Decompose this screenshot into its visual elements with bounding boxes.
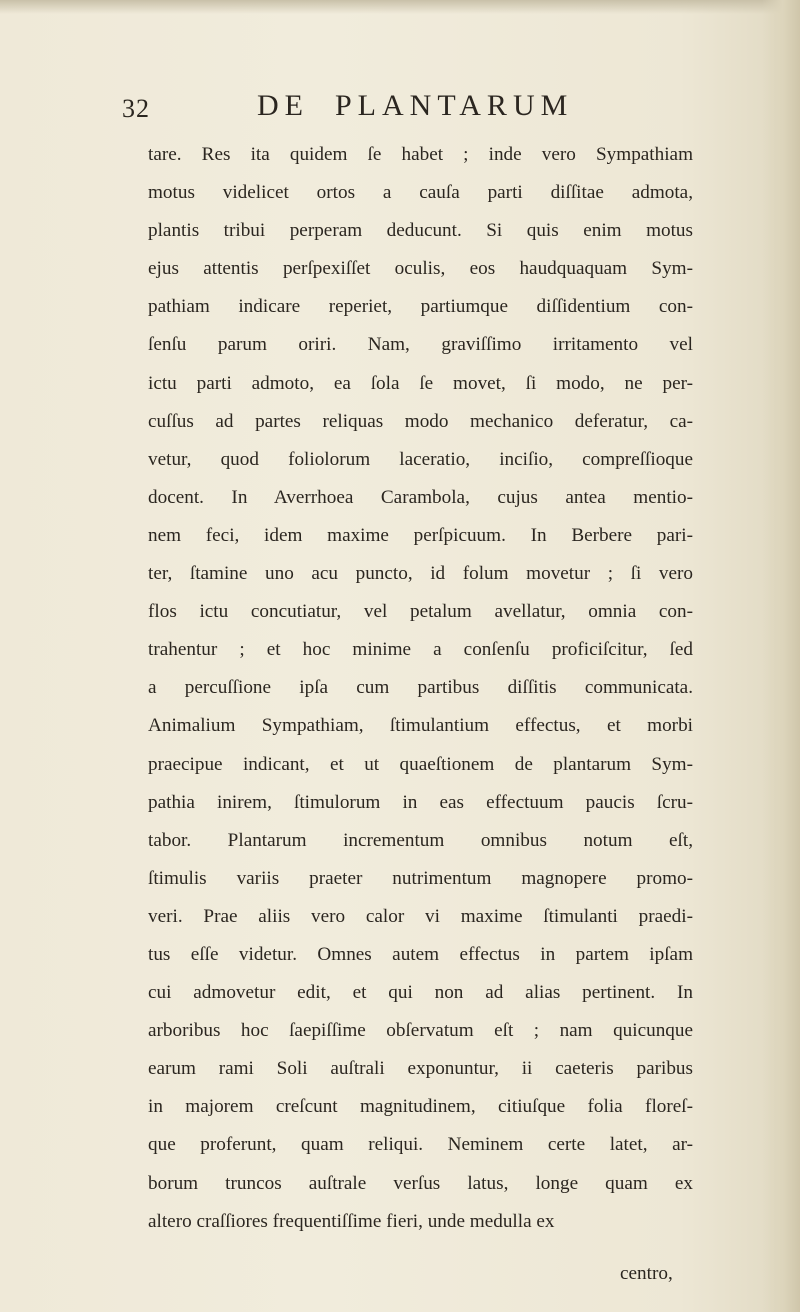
catchword: centro, (620, 1263, 673, 1284)
text-line: earum rami Soli auſtrali exponuntur, ii caeteris paribus (148, 1058, 693, 1080)
running-head (257, 89, 573, 123)
text-line: plantis tribui perperam deducunt. Si quis enim motus (148, 220, 693, 242)
scan-top-shadow (0, 0, 800, 14)
text-line: flos ictu concutiatur, vel petalum avellatur, omnia con- (148, 601, 693, 623)
running-head-word-plantarum: PLANTARUM (335, 89, 574, 122)
text-line: in majorem creſcunt magnitudinem, citiuſque folia floreſ- (148, 1096, 693, 1118)
text-line: ſenſu parum oriri. Nam, graviſſimo irritamento vel (148, 334, 693, 356)
text-line: arboribus hoc ſaepiſſime obſervatum eſt ; nam quicunque (148, 1020, 693, 1042)
running-head-word-de: DE (257, 89, 309, 122)
text-line: borum truncos auſtrale verſus latus, longe quam ex (148, 1172, 693, 1194)
text-line: pathiam indicare reperiet, partiumque diſſidentium con- (148, 296, 693, 318)
text-line: altero craſſiores frequentiſſime fieri, unde medulla ex (148, 1210, 555, 1232)
text-line: pathia inirem, ſtimulorum in eas effectuum paucis ſcru- (148, 791, 693, 813)
text-line: praecipue indicant, et ut quaeſtionem de plantarum Sym- (148, 753, 693, 775)
text-line: tare. Res ita quidem ſe habet ; inde vero Sympathiam (148, 144, 693, 165)
text-line: ejus attentis perſpexiſſet oculis, eos haudquaquam Sym- (148, 258, 693, 280)
text-line: tus eſſe videtur. Omnes autem effectus in partem ipſam (148, 943, 693, 965)
text-line: docent. In Averrhoea Carambola, cujus antea mentio- (148, 486, 693, 508)
text-line: ſtimulis variis praeter nutrimentum magnopere promo- (148, 867, 693, 889)
page-edge-shadow (762, 0, 800, 1312)
text-line: Animalium Sympathiam, ſtimulantium effectus, et morbi (148, 715, 693, 737)
text-line: motus videlicet ortos a cauſa parti diſſitae admota, (148, 182, 693, 204)
text-line: trahentur ; et hoc minime a conſenſu proficiſcitur, ſed (148, 639, 693, 661)
text-line: ictu parti admoto, ea ſola ſe movet, ſi modo, ne per- (148, 372, 693, 394)
text-line: tabor. Plantarum incrementum omnibus notum eſt, (148, 829, 693, 851)
page-number: 32 (122, 94, 150, 123)
text-line: nem feci, idem maxime perſpicuum. In Berbere pari- (148, 524, 693, 546)
text-line: ter, ſtamine uno acu puncto, id folum movetur ; ſi vero (148, 563, 693, 585)
text-line: veri. Prae aliis vero calor vi maxime ſtimulanti praedi- (148, 905, 693, 927)
text-line: cui admovetur edit, et qui non ad alias pertinent. In (148, 982, 693, 1004)
text-line: a percuſſione ipſa cum partibus diſſitis communicata. (148, 677, 693, 699)
text-line: cuſſus ad partes reliquas modo mechanico deferatur, ca- (148, 410, 693, 432)
text-line: vetur, quod foliolorum laceratio, inciſio, compreſſioque (148, 448, 693, 470)
body-text (148, 136, 693, 1241)
text-line: que proferunt, quam reliqui. Neminem certe latet, ar- (148, 1134, 693, 1156)
